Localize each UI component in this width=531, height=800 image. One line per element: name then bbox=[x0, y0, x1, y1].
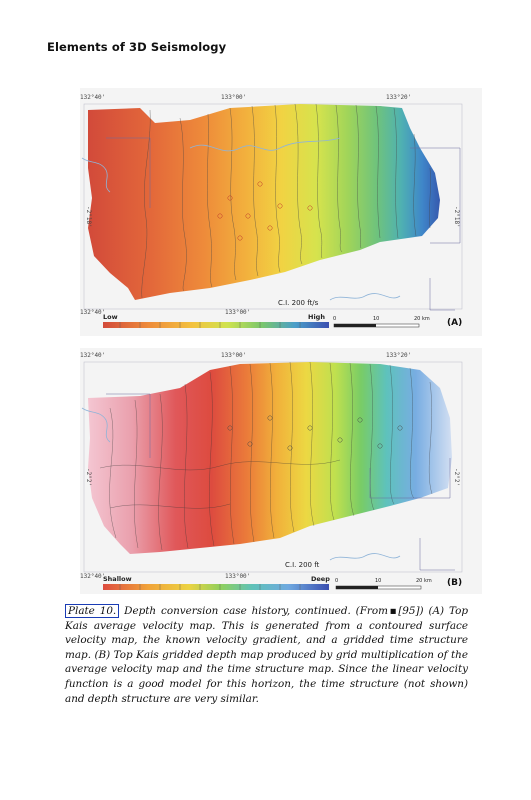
running-header: Elements of 3D Seismology bbox=[47, 40, 227, 54]
panel-b-depth-surface bbox=[88, 362, 452, 554]
panel-a-scale-tick-10: 10 bbox=[373, 316, 380, 322]
panel-b-scale-bar-fill bbox=[336, 586, 378, 589]
panel-a-velocity-map bbox=[80, 88, 482, 336]
panel-b-bottom-label-1: 132°40' bbox=[80, 573, 106, 580]
plate-reference-link[interactable]: Plate 10. bbox=[65, 604, 119, 618]
panel-a-bottom-label-1: 132°40' bbox=[80, 309, 106, 316]
figure-caption bbox=[65, 604, 468, 706]
panel-a-scale-low: Low bbox=[103, 313, 118, 321]
panel-b-scale-tick-0: 0 bbox=[335, 578, 339, 584]
panel-a-top-label-3: 133°20' bbox=[386, 94, 412, 101]
panel-b-depth-map bbox=[80, 348, 482, 594]
panel-b-top-label-2: 133°00' bbox=[221, 352, 247, 359]
panel-a-velocity-surface bbox=[88, 104, 440, 300]
panel-a-left-label: -2°18' bbox=[85, 206, 92, 228]
panel-a-scale-bar-fill bbox=[334, 324, 376, 327]
panel-b-right-label: -2°2' bbox=[453, 468, 460, 487]
panel-a-bottom-label-2: 133°00' bbox=[225, 309, 251, 316]
panel-b-scale-deep: Deep bbox=[311, 575, 330, 583]
panel-b-contour-interval: C.I. 200 ft bbox=[285, 561, 320, 569]
panel-b-scale-tick-10: 10 bbox=[375, 578, 382, 584]
panel-b-map-svg bbox=[80, 348, 482, 594]
panel-a-tag: (A) bbox=[447, 318, 463, 328]
panel-a-top-label-2: 133°00' bbox=[221, 94, 247, 101]
panel-b-left-label: -2°2' bbox=[85, 468, 92, 487]
panel-b-scale-tick-20: 20 km bbox=[416, 578, 432, 584]
panel-a-top-label-1: 132°40' bbox=[80, 94, 106, 101]
panel-b-top-label-3: 133°20' bbox=[386, 352, 412, 359]
panel-b-top-label-1: 132°40' bbox=[80, 352, 106, 359]
panel-b-tag: (B) bbox=[447, 578, 463, 588]
panel-a-scale-tick-20: 20 km bbox=[414, 316, 430, 322]
panel-a-color-bar bbox=[103, 322, 329, 328]
panel-b-scale-shallow: Shallow bbox=[103, 575, 132, 583]
panel-a-right-label: -2°18' bbox=[453, 206, 460, 228]
panel-b-bottom-label-2: 133°00' bbox=[225, 573, 251, 580]
panel-b-color-bar bbox=[103, 584, 329, 590]
panel-a-scale-high: High bbox=[308, 313, 325, 321]
panel-a-scale-tick-0: 0 bbox=[333, 316, 337, 322]
caption-text: Depth conversion case history, continued. (From▪[95]) (A) Top Kais average velocity map. This is generated from a contoured surface velocity map, the known velocity gradient, and a gridded time structure map. (B) Top Kais gridded depth map produced by grid multiplication of the average velocity map and the time structure map. Since the linear velocity function is a good model for this horizon, the time structure (not shown) and depth structure are very similar. bbox=[65, 605, 468, 705]
panel-a-contour-interval: C.I. 200 ft/s bbox=[278, 299, 319, 307]
